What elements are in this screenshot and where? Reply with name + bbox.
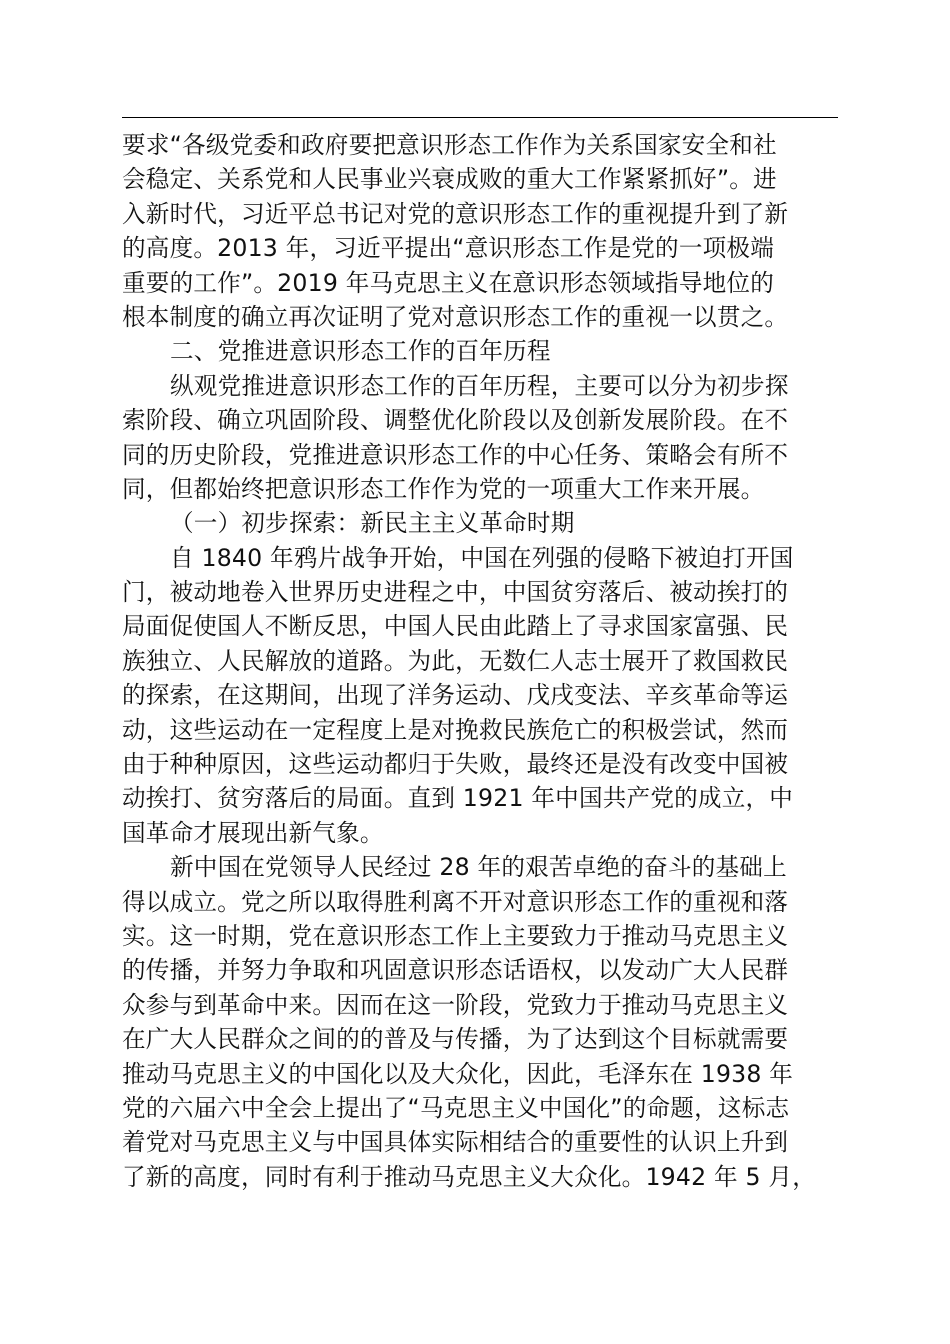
text-line-8: 纵观党推进意识形态工作的百年历程，主要可以分为初步探	[170, 371, 789, 400]
text-line-6: 根本制度的确立再次证明了党对意识形态工作的重视一以贯之。	[122, 302, 789, 331]
text-line-3: 入新时代，习近平总书记对党的意识形态工作的重视提升到了新	[122, 199, 789, 228]
text-line-5: 重要的工作”。2019 年马克思主义在意识形态领域指导地位的	[122, 268, 775, 297]
text-line-21: 国革命才展现出新气象。	[122, 818, 384, 847]
text-line-30: 着党对马克思主义与中国具体实际相结合的重要性的认识上升到	[122, 1128, 789, 1157]
text-line-23: 得以成立。党之所以取得胜利离不开对意识形态工作的重视和落	[122, 887, 789, 916]
text-line-22: 新中国在党领导人民经过 28 年的艰苦卓绝的奋斗的基础上	[170, 853, 787, 882]
text-line-25: 的传播，并努力争取和巩固意识形态话语权，以发动广大人民群	[122, 956, 789, 985]
text-line-19: 由于种种原因，这些运动都归于失败，最终还是没有改变中国被	[122, 750, 789, 779]
text-line-2: 会稳定、关系党和人民事业兴衰成败的重大工作紧紧抓好”。进	[122, 165, 777, 194]
text-line-27: 在广大人民群众之间的的普及与传播，为了达到这个目标就需要	[122, 1025, 789, 1054]
header-rule	[122, 117, 838, 118]
text-line-18: 动，这些运动在一定程度上是对挽救民族危亡的积极尝试，然而	[122, 715, 789, 744]
text-line-29: 党的六届六中全会上提出了“马克思主义中国化”的命题，这标志	[122, 1093, 790, 1122]
text-line-15: 局面促使国人不断反思，中国人民由此踏上了寻求国家富强、民	[122, 612, 789, 641]
text-line-17: 的探索，在这期间，出现了洋务运动、戊戌变法、辛亥革命等运	[122, 681, 789, 710]
subsection-heading: （一）初步探索：新民主主义革命时期	[170, 509, 575, 538]
text-line-14: 门，被动地卷入世界历史进程之中，中国贫穷落后、被动挨打的	[122, 578, 789, 607]
text-line-1: 要求“各级党委和政府要把意识形态工作作为关系国家安全和社	[122, 131, 777, 159]
section-heading: 二、党推进意识形态工作的百年历程	[170, 337, 551, 366]
text-line-4: 的高度。2013 年，习近平提出“意识形态工作是党的一项极端	[122, 234, 775, 263]
text-line-26: 众参与到革命中来。因而在这一阶段，党致力于推动马克思主义	[122, 990, 789, 1019]
text-line-24: 实。这一时期，党在意识形态工作上主要致力于推动马克思主义	[122, 921, 789, 950]
text-line-10: 同的历史阶段，党推进意识形态工作的中心任务、策略会有所不	[122, 440, 789, 469]
text-line-28: 推动马克思主义的中国化以及大众化，因此，毛泽东在 1938 年	[122, 1059, 794, 1088]
text-line-31: 了新的高度，同时有利于推动马克思主义大众化。1942 年 5 月，	[122, 1162, 816, 1191]
text-line-20: 动挨打、贫穷落后的局面。直到 1921 年中国共产党的成立，中	[122, 784, 794, 813]
text-line-11: 同，但都始终把意识形态工作作为党的一项重大工作来开展。	[122, 474, 765, 503]
text-line-9: 索阶段、确立巩固阶段、调整优化阶段以及创新发展阶段。在不	[122, 406, 789, 435]
document-body	[122, 128, 838, 1194]
text-line-16: 族独立、人民解放的道路。为此，无数仁人志士展开了救国救民	[122, 646, 789, 675]
text-line-13: 自 1840 年鸦片战争开始，中国在列强的侵略下被迫打开国	[170, 543, 794, 572]
